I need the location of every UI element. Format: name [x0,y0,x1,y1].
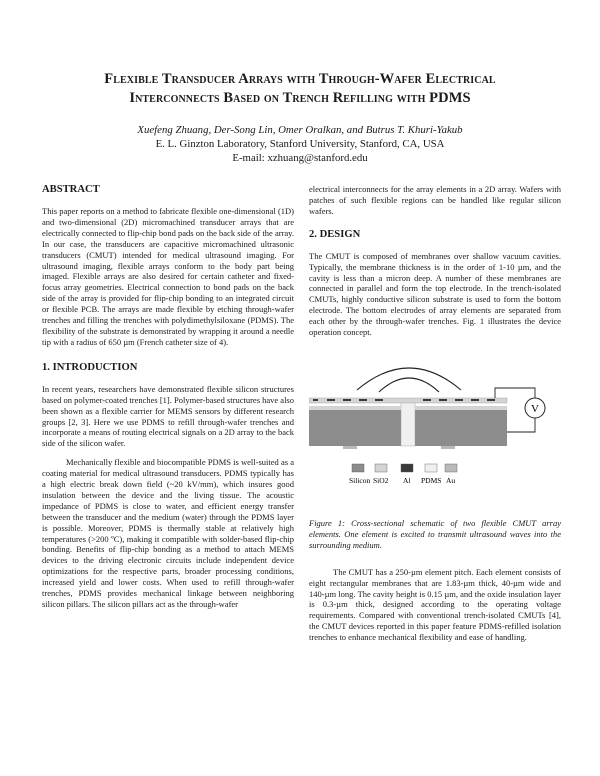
left-column [42,184,294,618]
wave-arc-inner [379,378,439,392]
legend-swatch-silicon [352,464,364,472]
legend-label-pdms: PDMS [421,475,442,485]
cmut-schematic [309,352,561,510]
design-paragraph-2: The CMUT has a 250-µm element pitch. Each element consists of eight rectangular membranes that are 1.83-µm thick, 40-µm wide and 140-µm long. The cavity height is 0.15 µm, and the oxide insulation layer is 0.3-µm thick, designed according to the operating voltage requirements. Compared with conventional trench-isolated CMUTs [4], the CMUT devices reported in this paper feature PDMS-refilled isolation trenches to enhance mechanical flexibility and ease of handling. [309,566,561,643]
al-electrode [343,399,351,401]
al-electrode [375,399,383,401]
author-names: Xuefeng Zhuang, Der-Song Lin, Omer Oralkan, and Butrus T. Khuri-Yakub [137,124,463,136]
pdms-trench [401,402,415,446]
wave-arc-outer [357,368,461,390]
al-electrode [455,399,463,401]
author-block [40,123,560,165]
al-electrode [359,399,367,401]
legend-swatch-pdms [425,464,437,472]
al-electrode [423,399,431,401]
affiliation: E. L. Ginzton Laboratory, Stanford University, Stanford, CA, USA [155,138,445,150]
design-heading: 2. DESIGN [309,228,361,240]
paper-title [40,70,560,108]
legend-label-al: Al [403,475,411,485]
legend-swatch-al [401,464,413,472]
design-paragraph-1: The CMUT is composed of membranes over shallow vacuum cavities. Typically, the membrane thickness is in the order of 1-10 µm, and the cavity is less than a micron deep. A number of these membranes are connected in parallel and form the top electrode. In the trench-isolated CMUTs, highly conductive silicon substrate is used to form the bottom electrode. The bottom electrodes of array elements are separated from each other by the through-wafer trenches. Fig. 1 illustrates the device operation concept. [309,250,561,338]
al-electrode [439,399,447,401]
introduction-paragraph-1: In recent years, researchers have demonstrated flexible silicon structures based on polymer-coated trenches [1]. Polymer-based structures have also been shown as a flexible carrier for MEMS sensors by different research groups [2, 3]. Here we use PDMS to refill through-wafer trenches and incorporate a means of routing electrical signals on a 2D array to the back side of the silicon wafer. [42,383,294,449]
legend-swatch-au [445,464,457,472]
au-pad-left [343,446,357,449]
email: E-mail: xzhuang@stanford.edu [232,152,368,164]
oxide-layer-right [415,406,507,410]
continuation-paragraph: electrical interconnects for the array elements in a 2D array. Wafers with patches of such flexible regions can be handled like regular silicon wafers. [309,184,561,216]
legend-swatch-sio2 [375,464,387,472]
al-electrode [471,399,479,401]
source-wire-bottom [507,418,535,432]
legend-label-sio2: SiO2 [373,475,389,485]
source-wire-top [495,388,535,398]
introduction-heading: 1. INTRODUCTION [42,361,138,373]
title-line-1: Flexible Transducer Arrays with Through-Wafer Electrical [104,71,496,87]
introduction-paragraph-2: Mechanically flexible and biocompatible PDMS is well-suited as a coating material for medical ultrasound transducers. PDMS typically has a high electric break down field (~20 kV/mm), which insures good insulation between the device and the living tissue. The acoustic impedance of PDMS is close to water, and efficient energy transfer between the transducer and the medium (water) through the PDMS layer is possible. Moreover, PDMS is thermally stable at relatively high temperatures (>200 ºC), making it compatible with solder-based flip-chip bonding. Benefits of flip-chip bonding as a method to attach MEMS devices to the driving electronic circuits include independent device optimizations for the respective parts, broader processing conditions, increased yield and lower costs. When used to refill through-wafer trenches, PDMS provides mechanical linkage between neighboring silicon pillars. The silicon pillars act as the through-wafer [42,457,294,609]
al-electrode [327,399,335,401]
abstract-text: This paper reports on a method to fabricate flexible one-dimensional (1D) and two-dimensional (2D) micromachined transducer arrays that are electrically connected to flip-chip bond pads on the back side of the array. In our case, the transducers are capacitive micromachined ultrasonic transducers (CMUT) intended for medical ultrasound imaging. For ultrasound imaging, flexible arrays conform to the body part being imaged. Flexible arrays are also desired for certain catheter and fixed-focus array geometries. Electrical connection to bond pads on the back side of the array is provided for flip-chip bonding to an integrated circuit or flexible PCB. The arrays are made flexible by etching through-wafer trenches and filling the trenches with polydimethylsiloxane (PDMS). The flexibility of the substrate is demonstrated by wrapping it around a needle tip with a radius of 650 µm (French catheter size of 4). [42,206,294,347]
silicon-pillar-right [415,410,507,446]
figure-1 [309,352,561,510]
title-line-2: Interconnects Based on Trench Refilling with PDMS [129,90,471,106]
legend-label-silicon: Silicon [349,475,371,485]
abstract-heading: ABSTRACT [42,184,100,195]
au-pad-right [441,446,455,449]
al-electrode [487,399,495,401]
al-electrode [313,399,318,401]
oxide-layer-left [309,406,401,410]
right-column [309,184,561,651]
silicon-pillar-left [309,410,401,446]
voltage-source-label: V [531,402,539,415]
figure-1-caption: Figure 1: Cross-sectional schematic of two flexible CMUT array elements. One element is excited to transmit ultrasound waves into the surrounding medium. [309,517,561,550]
legend-label-au: Au [446,475,456,485]
